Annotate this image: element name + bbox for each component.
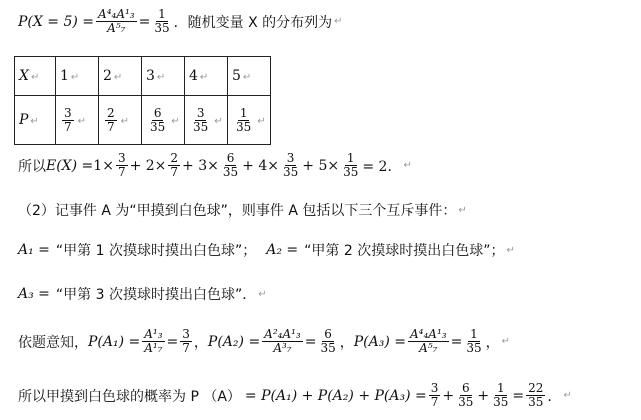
formula-fraction: $\frac{\text{A²₄A¹₃}}{\text{A³₇}}$: [264, 327, 301, 355]
result: = 2．: [362, 158, 402, 175]
prob-a3-lhs: P(A₃) =: [353, 333, 407, 350]
formula-lhs: P(X = 5) =: [18, 13, 95, 30]
fraction-numerator: 1: [158, 7, 166, 21]
line-event-a3: [18, 284, 267, 304]
term-coef: + 3×: [182, 157, 219, 174]
fraction-denominator: A⁵₇: [107, 21, 126, 35]
table-cell: $\frac{6}{35}$ ↵: [142, 96, 185, 145]
return-mark: ↵: [403, 160, 412, 171]
plus-sign: +: [477, 387, 490, 404]
return-mark: ↵: [458, 204, 467, 216]
event-a2-text: “甲第 2 次摸球时摸出白色球”；: [304, 243, 505, 259]
event-a1-label: A₁ =: [18, 242, 50, 258]
formula-fraction: $\frac{1}{35}$: [343, 151, 359, 179]
return-mark: ↵: [506, 244, 515, 256]
line-event-probabilities: [18, 328, 510, 355]
formula-fraction: $\frac{3}{7}$: [182, 327, 190, 355]
table-cell: $\frac{1}{35}$ ↵: [228, 96, 271, 145]
table-header-cell: X ↵: [15, 57, 56, 96]
line-text: ．随机变量 X 的分布列为: [173, 14, 333, 31]
formula-fraction: [152, 8, 171, 35]
table-cell: $\frac{3}{7}$ ↵: [56, 96, 99, 145]
event-a3-text: “甲第 3 次摸球时摸出白色球”．: [55, 287, 257, 303]
equals-sign: =: [166, 333, 179, 350]
return-mark: ↵: [258, 288, 267, 300]
fraction-denominator: 35: [154, 21, 170, 35]
part2-text: （2）记事件 A 为“甲摸到白色球”，则事件 A 包括以下三个互斥事件：: [18, 203, 457, 219]
formula-fraction: $\frac{3}{7}$: [117, 151, 126, 179]
event-a3-label: A₃ =: [18, 286, 50, 302]
prob-a1-lhs: P(A₁) =: [88, 333, 141, 350]
equals-sign: =: [138, 13, 151, 30]
fraction-numerator: A⁴₄A¹₃: [98, 7, 135, 21]
formula-fraction: $\frac{6}{35}$: [320, 327, 336, 355]
separator: ，: [339, 334, 354, 351]
table-cell: $\frac{3}{35}$ ↵: [185, 96, 228, 145]
table-cell: 5 ↵: [228, 57, 271, 96]
table-row: [15, 96, 271, 145]
equals-sign: =: [304, 333, 317, 350]
period: ．: [547, 388, 562, 405]
line-final-probability: [18, 382, 572, 409]
table-cell: $\frac{2}{7}$ ↵: [99, 96, 142, 145]
table-header-cell: P ↵: [15, 96, 56, 145]
term-coef: + 5×: [302, 157, 340, 174]
line-part2: [18, 200, 467, 220]
formula-fraction: $\frac{\text{A⁴₄A¹₃}}{\text{A⁵₇}}$: [410, 327, 447, 355]
table-cell: 4 ↵: [185, 57, 228, 96]
formula-fraction: $\frac{6}{35}$: [222, 151, 239, 179]
event-a2-label: A₂ =: [266, 242, 299, 258]
line-prefix: 所以甲摸到白色球的概率为 P （A）: [18, 388, 241, 405]
term-coef: + 4×: [242, 157, 279, 174]
line-prefix: 所以: [18, 158, 46, 175]
equals-sign: =: [450, 333, 463, 350]
formula-fraction: $\frac{22}{35}$: [528, 381, 544, 409]
formula-fraction: $\frac{3}{35}$: [282, 151, 299, 179]
prob-a2-lhs: P(A₂) =: [207, 333, 261, 350]
return-mark: ↵: [501, 336, 510, 347]
table-row: [15, 57, 271, 96]
formula-fraction: $\frac{3}{7}$: [430, 381, 439, 409]
return-mark: ↵: [563, 390, 572, 401]
separator: ，: [193, 334, 208, 351]
line-probability-x5: [18, 8, 343, 35]
term-coef: 1×: [93, 157, 114, 174]
formula-fraction: $\frac{1}{35}$: [466, 327, 482, 355]
formula-fraction: $\frac{6}{35}$: [458, 381, 474, 409]
distribution-table: [14, 56, 271, 145]
table-cell: 1 ↵: [56, 57, 99, 96]
line-prefix: 依题意知，: [18, 334, 88, 351]
table-cell: 3 ↵: [142, 57, 185, 96]
separator: ，: [485, 334, 500, 351]
plus-sign: +: [442, 387, 455, 404]
formula-lhs: E(X) =: [46, 157, 94, 174]
event-a1-text: “甲第 1 次摸球时摸出白色球”；: [55, 243, 257, 259]
formula-fraction: $\frac{\text{A¹₃}}{\text{A¹₇}}$: [144, 327, 163, 355]
line-events-a1-a2: [18, 240, 515, 260]
formula-fraction: $\frac{2}{7}$: [170, 151, 179, 179]
return-mark: ↵: [334, 16, 343, 27]
table-cell: 2 ↵: [99, 57, 142, 96]
formula-fraction: [96, 8, 137, 35]
line-expectation: [18, 152, 412, 179]
final-expression: = P(A₁) + P(A₂) + P(A₃) =: [244, 387, 427, 404]
equals-sign: =: [512, 387, 525, 404]
term-coef: + 2×: [129, 157, 167, 174]
formula-fraction: $\frac{1}{35}$: [493, 381, 509, 409]
